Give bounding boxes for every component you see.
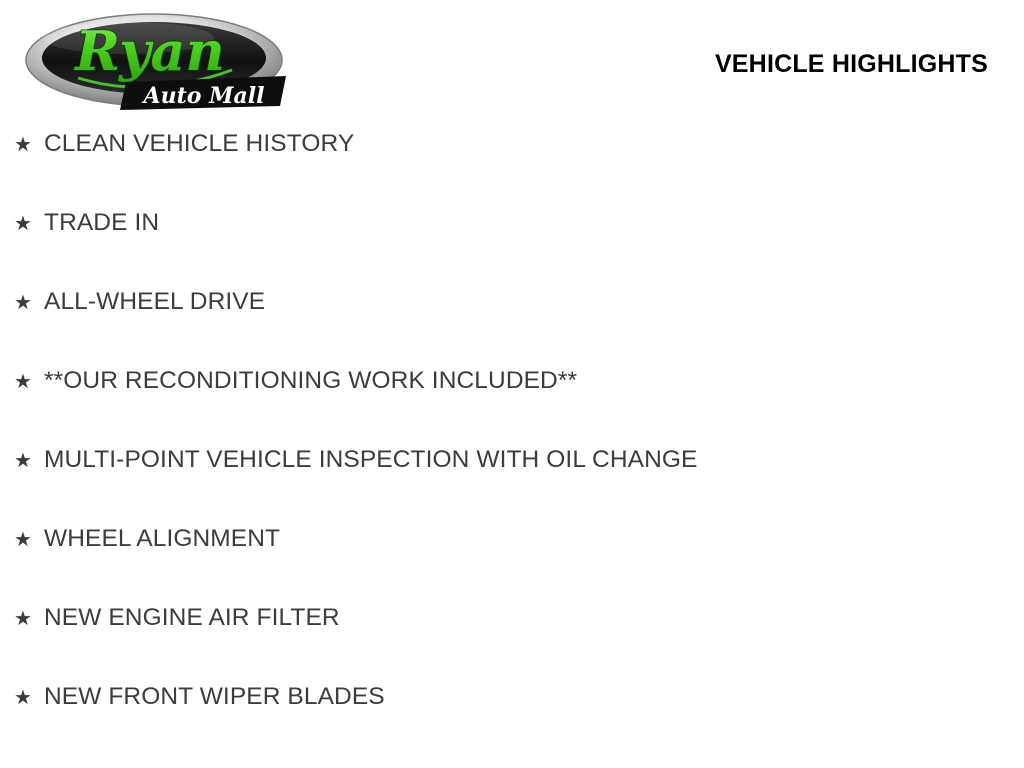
list-item: [0, 683, 1024, 762]
list-item-label: NEW ENGINE AIR FILTER: [44, 604, 340, 631]
list-item-label: WHEEL ALIGNMENT: [44, 525, 281, 552]
star-icon: ★: [14, 687, 32, 709]
star-icon: ★: [14, 213, 32, 235]
list-item: [0, 130, 1024, 209]
list-item-label: **OUR RECONDITIONING WORK INCLUDED**: [44, 367, 578, 394]
star-icon: ★: [14, 529, 32, 551]
list-item-label: MULTI-POINT VEHICLE INSPECTION WITH OIL CHANGE: [44, 446, 698, 473]
logo-sub-text: Auto Mall: [143, 83, 265, 109]
list-item: [0, 209, 1024, 288]
star-icon: ★: [14, 134, 32, 156]
star-icon: ★: [14, 292, 32, 314]
list-item: [0, 604, 1024, 683]
logo-brand-text: Ryan: [75, 19, 225, 83]
star-icon: ★: [14, 371, 32, 393]
list-item-label: CLEAN VEHICLE HISTORY: [44, 130, 355, 157]
star-icon: ★: [14, 608, 32, 630]
list-item-label: NEW FRONT WIPER BLADES: [44, 683, 385, 710]
ryan-auto-mall-logo: [18, 8, 288, 120]
page-header: [0, 0, 1024, 125]
list-item: [0, 367, 1024, 446]
list-item: [0, 446, 1024, 525]
list-item: [0, 525, 1024, 604]
list-item: [0, 288, 1024, 367]
list-item-label: TRADE IN: [44, 209, 160, 236]
page-title: VEHICLE HIGHLIGHTS: [714, 50, 988, 78]
highlights-list: [0, 130, 1024, 762]
list-item-label: ALL-WHEEL DRIVE: [44, 288, 266, 315]
star-icon: ★: [14, 450, 32, 472]
